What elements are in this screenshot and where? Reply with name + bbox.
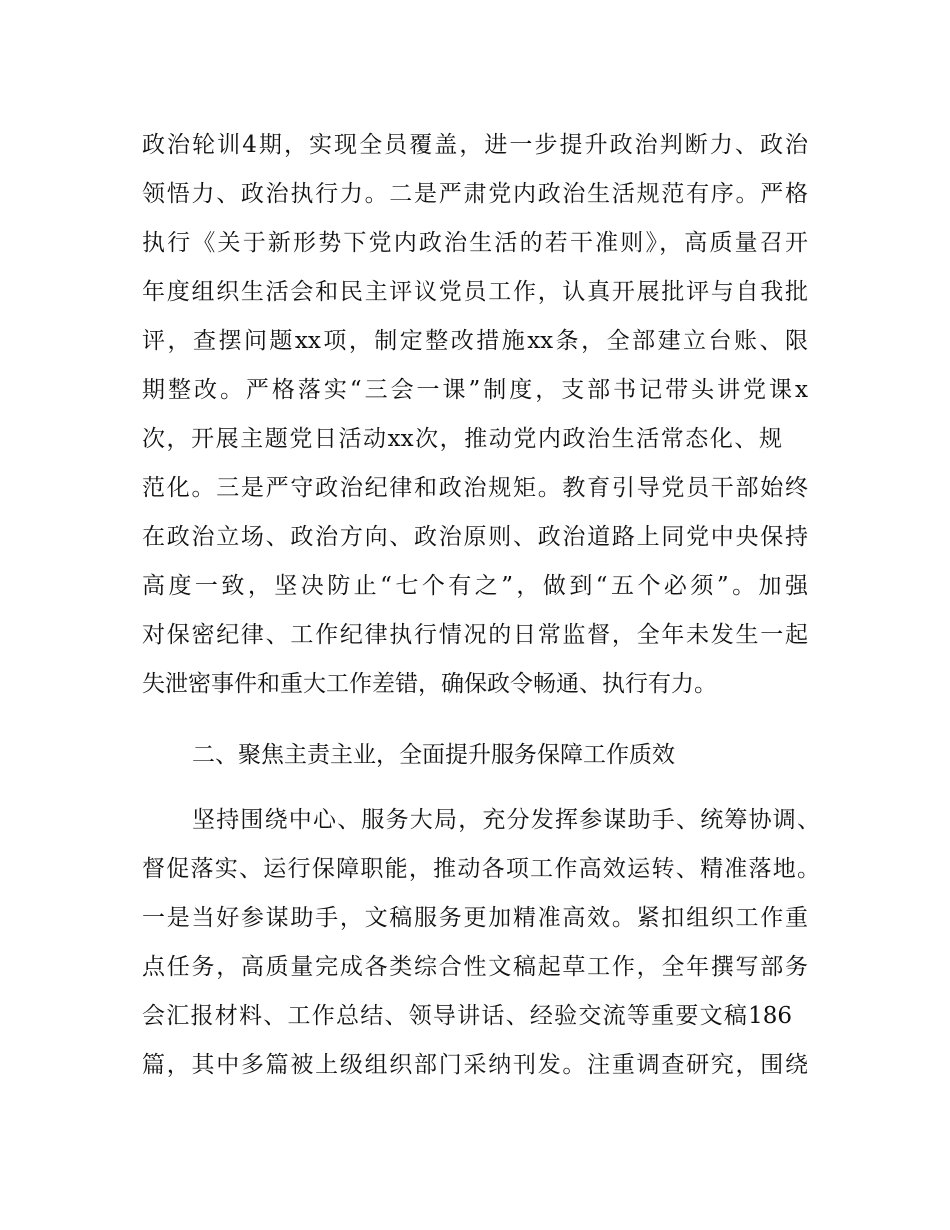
text-line: 期整改。严格落实“三会一课”制度，支部书记带头讲党课x [142, 377, 808, 403]
text-line: 一是当好参谋助手，文稿服务更加精准高效。紧扣组织工作重 [142, 905, 808, 931]
text-line: 次，开展主题党日活动xx次，推动党内政治生活常态化、规 [142, 426, 782, 452]
text-line: 篇，其中多篇被上级组织部门采纳刊发。注重调查研究，围绕 [142, 1052, 808, 1078]
text-line: 对保密纪律、工作纪律执行情况的日常监督，全年未发生一起 [142, 622, 808, 648]
text-line: 失泄密事件和重大工作差错，确保政令畅通、执行有力。 [142, 671, 717, 697]
text-line: 政治轮训4期，实现全员覆盖，进一步提升政治判断力、政治 [142, 132, 808, 158]
section-heading: 二、聚焦主责主业，全面提升服务保障工作质效 [192, 742, 675, 768]
text-line: 点任务，高质量完成各类综合性文稿起草工作，全年撰写部务 [142, 954, 808, 980]
text-line: 执行《关于新形势下党内政治生活的若干准则》，高质量召开 [142, 230, 808, 256]
text-line: 会汇报材料、工作总结、领导讲话、经验交流等重要文稿186 [142, 1003, 792, 1029]
text-line: 范化。三是严守政治纪律和政治规矩。教育引导党员干部始终 [142, 475, 808, 501]
text-line: 在政治立场、政治方向、政治原则、政治道路上同党中央保持 [142, 524, 808, 550]
text-line: 高度一致，坚决防止“七个有之”，做到“五个必须”。加强 [142, 573, 808, 599]
text-line: 评，查摆问题xx项，制定整改措施xx条，全部建立台账、限 [142, 328, 808, 354]
text-line: 年度组织生活会和民主评议党员工作，认真开展批评与自我批 [142, 279, 808, 305]
text-line: 坚持围绕中心、服务大局，充分发挥参谋助手、统筹协调、 [192, 807, 820, 833]
text-line: 督促落实、运行保障职能，推动各项工作高效运转、精准落地。 [142, 856, 820, 882]
text-line: 领悟力、政治执行力。二是严肃党内政治生活规范有序。严格 [142, 181, 808, 207]
